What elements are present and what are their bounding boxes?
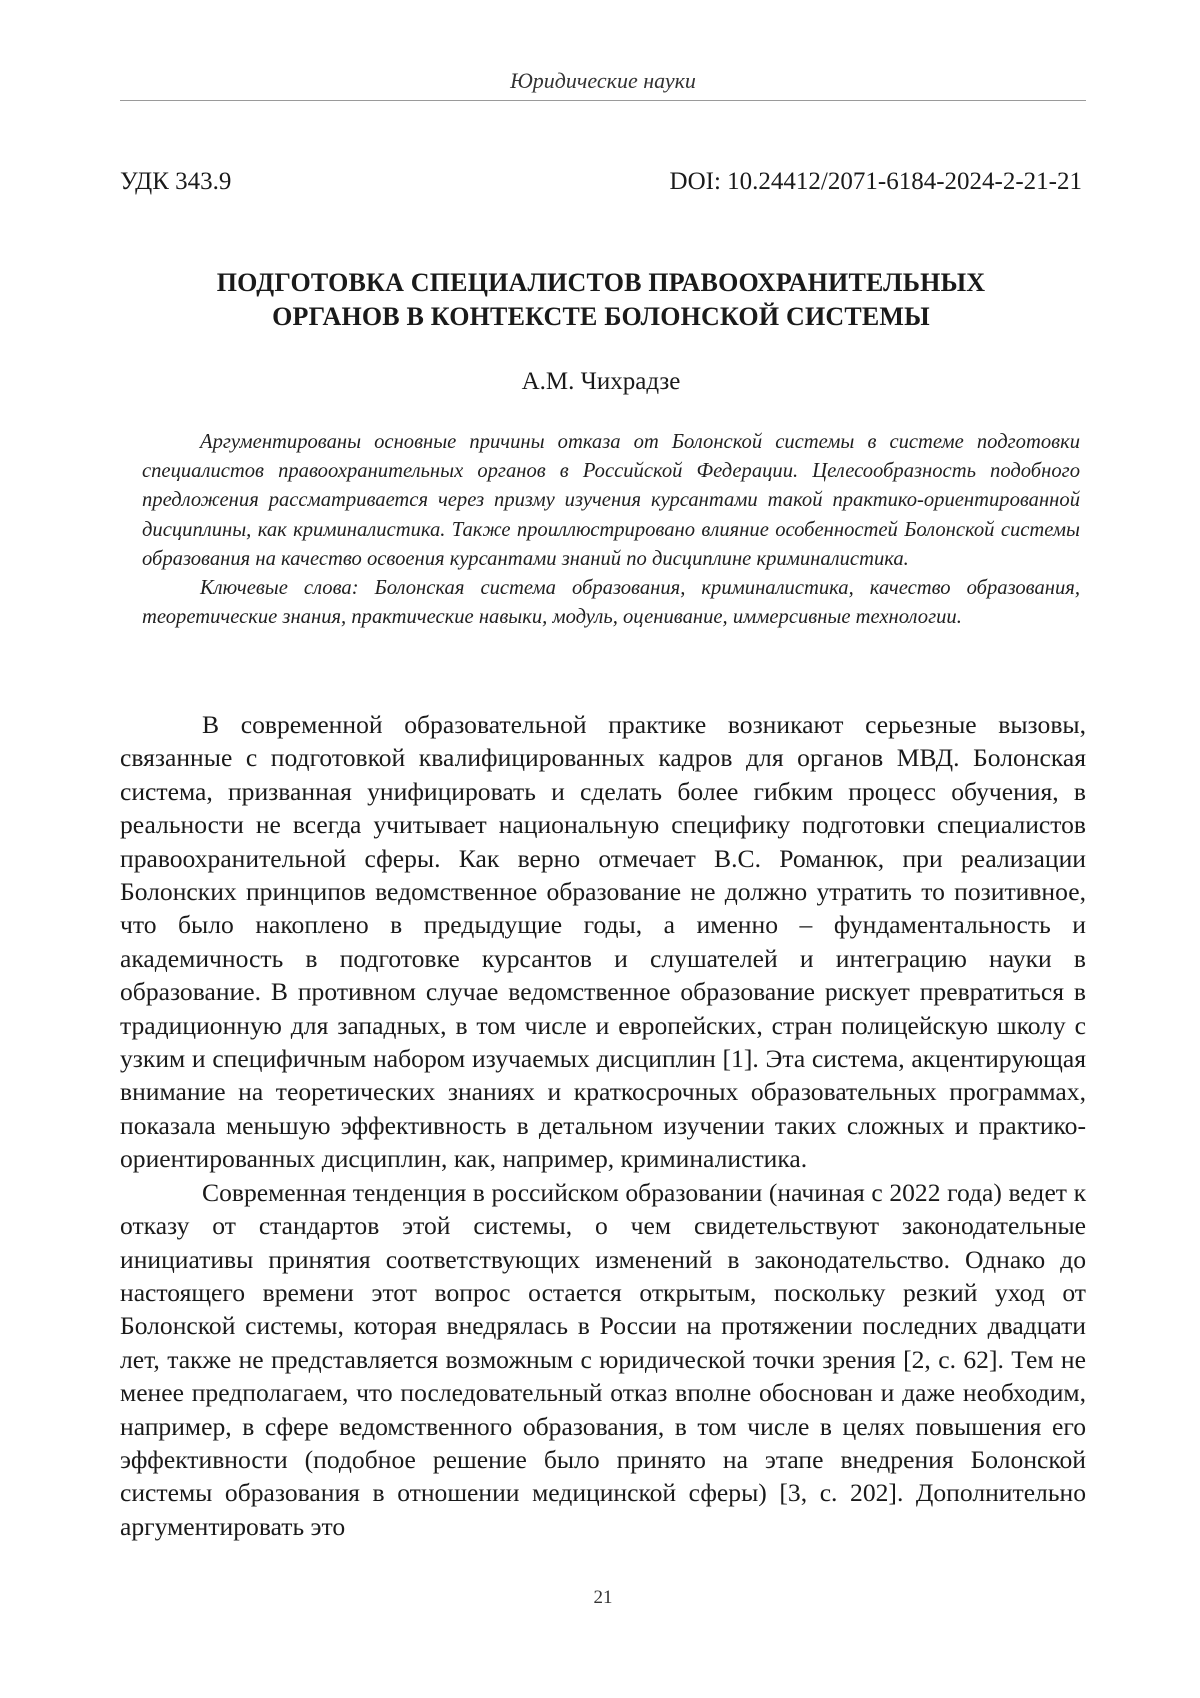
abstract-block	[142, 428, 1080, 632]
page-number: 21	[593, 1587, 613, 1608]
body-text	[120, 708, 1086, 1543]
article-meta	[120, 168, 1082, 196]
abstract-text: Аргументированы основные причины отказа от Болонской системы в системе подготовки специалистов правоохранительных органов в Российской Федерации. Целесообразность подобного предложения рассматривается через призму изучения курсантами такой практико-ориентированной дисциплины, как криминалистика. Также проиллюстрировано влияние особенностей Болонской системы образования на качество освоения курсантами знаний по дисциплине криминалистика.	[142, 431, 1080, 570]
keywords: Ключевые слова: Болонская система образования, криминалистика, качество образования, теоретические знания, практические навыки, модуль, оценивание, иммерсивные технологии.	[142, 577, 1080, 629]
title-line-1: ПОДГОТОВКА СПЕЦИАЛИСТОВ ПРАВООХРАНИТЕЛЬНЫХ	[216, 268, 986, 297]
doi: DOI: 10.24412/2071-6184-2024-2-21-21	[669, 168, 1082, 195]
header-rule	[120, 100, 1086, 101]
udc-code: УДК 343.9	[120, 168, 232, 195]
running-head: Юридические науки	[510, 68, 696, 93]
article-title	[120, 266, 1082, 334]
body-paragraph: Современная тенденция в российском образовании (начиная с 2022 года) ведет к отказу от стандартов этой системы, о чем свидетельствуют законодательные инициативы принятия соответствующих изменений в законодательство. Однако до настоящего времени этот вопрос остается открытым, поскольку резкий уход от Болонской системы, которая внедрялась в России на протяжении последних двадцати лет, также не представляется возможным с юридической точки зрения [2, с. 62]. Тем не менее предполагаем, что последовательный отказ вполне обоснован и даже необходим, например, в сфере ведомственного образования, в том числе в целях повышения его эффективности (подобное решение было принято на этапе внедрения Болонской системы образования в отношении медицинской сферы) [3, с. 202]. Дополнительно аргументировать это	[120, 1177, 1086, 1541]
body-paragraph: В современной образовательной практике возникают серьезные вызовы, связанные с подготовкой квалифицированных кадров для органов МВД. Болонская система, призванная унифицировать и сделать более гибким процесс обучения, в реальности не всегда учитывает национальную специфику подготовки специалистов правоохранительной сферы. Как верно отмечает В.С. Романюк, при реализации Болонских принципов ведомственное образование не должно утратить то позитивное, что было накоплено в предыдущие годы, а именно – фундаментальность и академичность в подготовке курсантов и слушателей и интеграцию науки в образование. В противном случае ведомственное образование рискует превратиться в традиционную для западных, в том числе и европейских, стран полицейскую школу с узким и специфичным набором изучаемых дисциплин [1]. Эта система, акцентирующая внимание на теоретических знаниях и краткосрочных образовательных программах, показала меньшую эффективность в детальном изучении таких сложных и практико-ориентированных дисциплин, как, например, криминалистика.	[120, 710, 1086, 1174]
title-line-2: ОРГАНОВ В КОНТЕКСТЕ БОЛОНСКОЙ СИСТЕМЫ	[272, 302, 930, 331]
author: А.М. Чихрадзе	[521, 368, 681, 395]
